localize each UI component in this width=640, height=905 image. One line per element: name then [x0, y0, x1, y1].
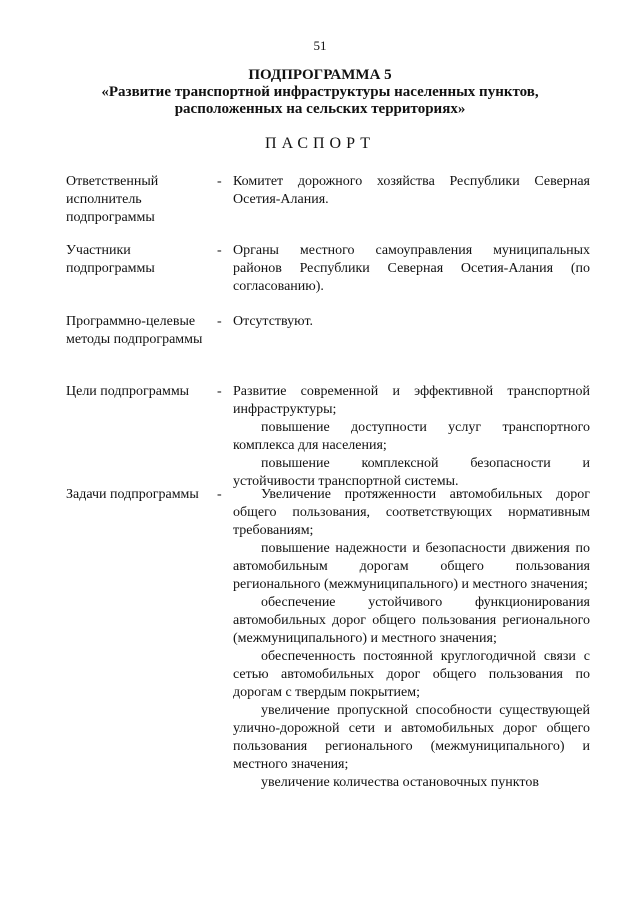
row-dash: - — [217, 174, 222, 189]
content-paragraph: повышение надежности и безопасности движения по автомобильным дорогам общего пользования регионального (межмуниципального) и местного значения; — [233, 541, 590, 592]
content-paragraph: повышение доступности услуг транспортного комплекса для населения; — [233, 420, 590, 453]
row-label: Участники подпрограммы — [66, 243, 155, 276]
row-content — [233, 173, 590, 209]
heading-line-2: «Развитие транспортной инфраструктуры населенных пунктов, — [101, 84, 539, 100]
row-dash: - — [217, 487, 222, 502]
subprogram-heading — [0, 67, 640, 118]
row-label: Программно-целевые методы подпрограммы — [66, 314, 203, 347]
content-paragraph: Отсутствуют. — [233, 314, 314, 329]
heading-line-1: ПОДПРОГРАММА 5 — [248, 67, 392, 83]
heading-line-3: расположенных на сельских территориях» — [174, 101, 466, 117]
row-label: Цели подпрограммы — [66, 384, 190, 399]
row-content — [233, 313, 590, 331]
content-paragraph: Комитет дорожного хозяйства Республики Северная Осетия-Алания. — [233, 174, 590, 207]
row-label: Задачи подпрограммы — [66, 487, 199, 502]
passport-title: ПАСПОРТ — [265, 135, 375, 152]
row-dash: - — [217, 384, 222, 399]
content-paragraph: обеспечение устойчивого функционирования автомобильных дорог общего пользования регионального (межмуниципального) и местного значения; — [233, 595, 590, 646]
row-label: Ответственный исполнитель подпрограммы — [66, 174, 159, 225]
page-number: 51 — [313, 38, 327, 53]
row-dash: - — [217, 314, 222, 329]
content-paragraph: Увеличение протяженности автомобильных дорог общего пользования, соответствующих нормативным требованиям; — [233, 487, 590, 538]
content-paragraph: увеличение пропускной способности существующей улично-дорожной сети и автомобильных дорог общего пользования регионального (межмуниципального) и местного значения; — [233, 703, 590, 772]
row-content — [233, 242, 590, 296]
row-content — [233, 383, 590, 491]
content-paragraph: обеспеченность постоянной круглогодичной связи с сетью автомобильных дорог общего пользования по дорогам с твердым покрытием; — [233, 649, 590, 700]
content-paragraph: Органы местного самоуправления муниципальных районов Республики Северная Осетия-Алания (по согласованию). — [233, 243, 590, 294]
row-content — [233, 486, 590, 792]
content-paragraph: повышение комплексной безопасности и устойчивости транспортной системы. — [233, 456, 590, 489]
row-dash: - — [217, 243, 222, 258]
content-paragraph: увеличение количества остановочных пунктов — [261, 775, 539, 790]
content-paragraph: Развитие современной и эффективной транспортной инфраструктуры; — [233, 384, 590, 417]
